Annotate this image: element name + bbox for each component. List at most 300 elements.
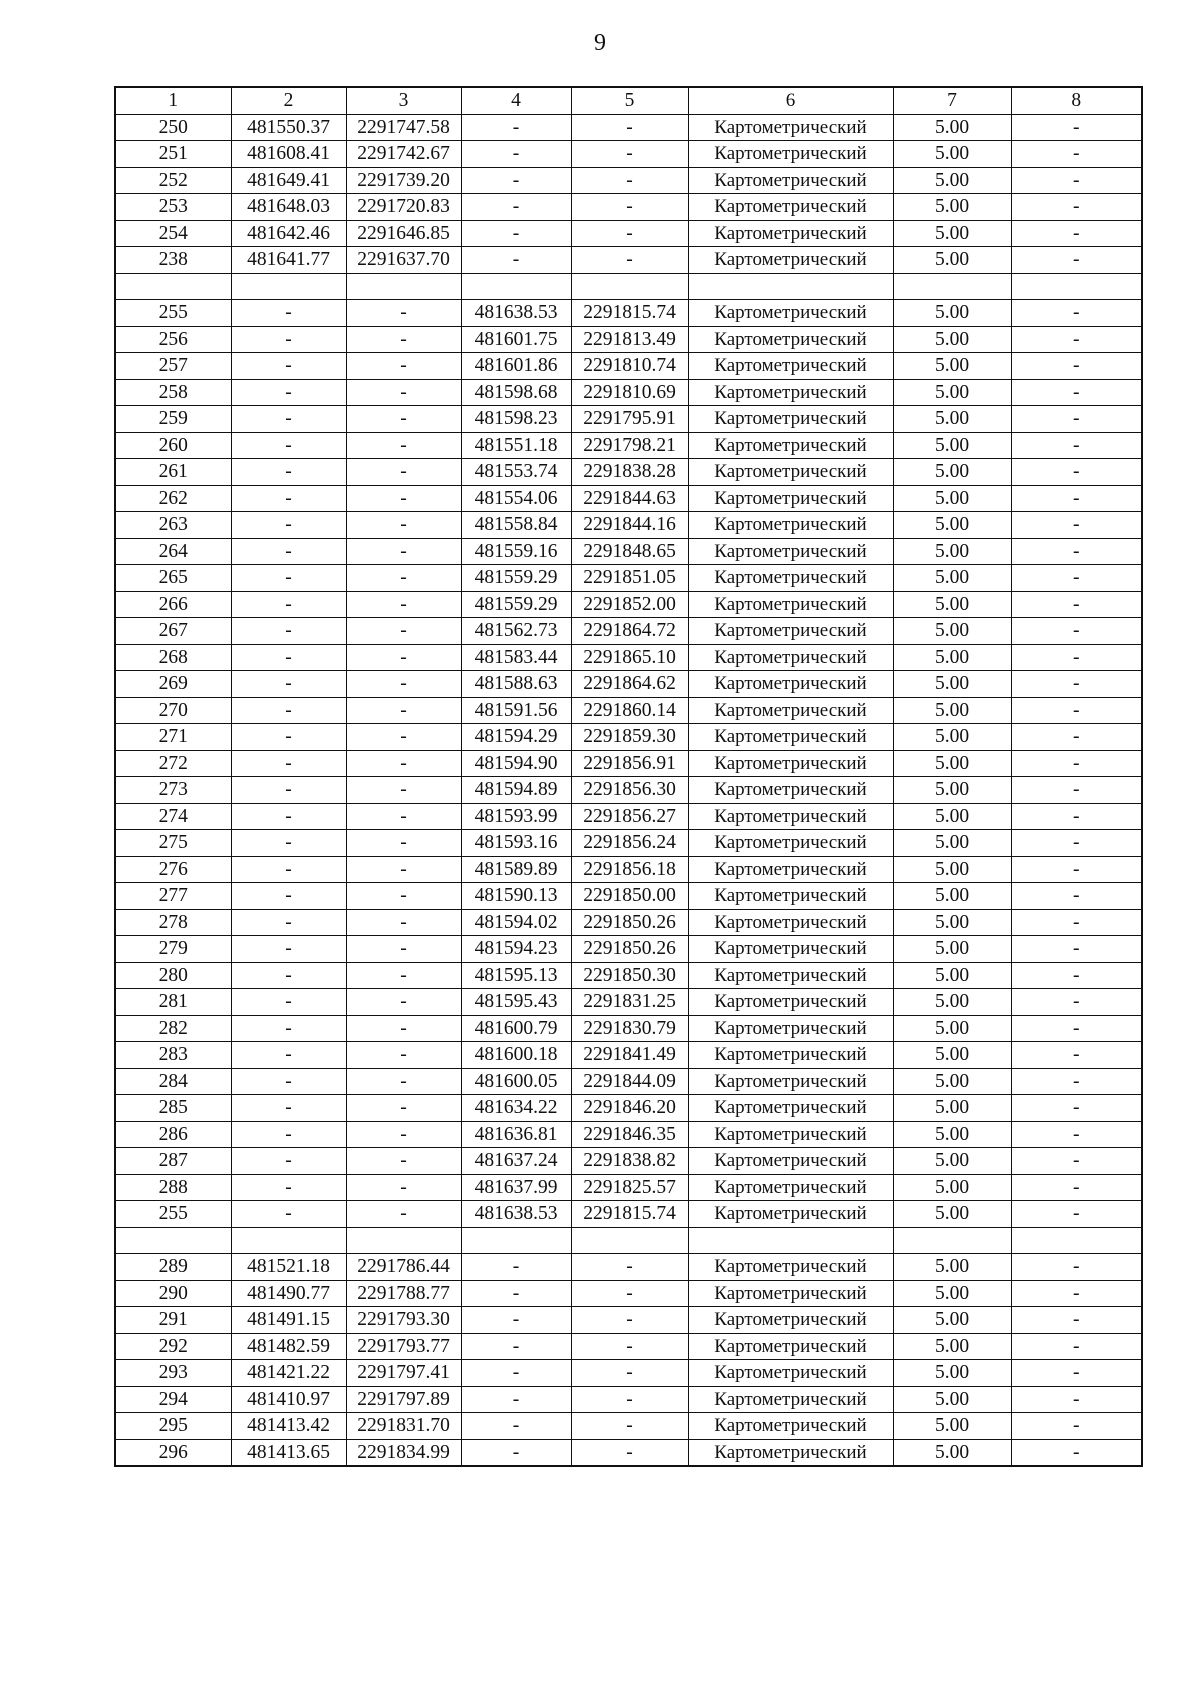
x-new-cell: 481593.99 — [461, 803, 571, 830]
table-row — [115, 512, 1142, 539]
point-number-cell: 294 — [115, 1386, 231, 1413]
y-existing-cell: - — [346, 989, 461, 1016]
x-existing-cell: - — [231, 300, 346, 327]
x-existing-cell: - — [231, 432, 346, 459]
method-cell: Картометрический — [688, 538, 893, 565]
table-row — [115, 777, 1142, 804]
method-cell: Картометрический — [688, 1280, 893, 1307]
table-row — [115, 406, 1142, 433]
x-existing-cell: 481521.18 — [231, 1254, 346, 1281]
method-cell: 6 — [688, 87, 893, 114]
y-existing-cell: 2291747.58 — [346, 114, 461, 141]
x-existing-cell: 481641.77 — [231, 247, 346, 274]
y-new-cell: - — [571, 1254, 688, 1281]
x-existing-cell: 481490.77 — [231, 1280, 346, 1307]
accuracy-cell: 5.00 — [893, 379, 1011, 406]
x-new-cell: - — [461, 1439, 571, 1466]
x-new-cell — [461, 1227, 571, 1254]
accuracy-cell: 5.00 — [893, 1413, 1011, 1440]
point-number-cell: 276 — [115, 856, 231, 883]
table-row — [115, 1280, 1142, 1307]
method-cell: Картометрический — [688, 989, 893, 1016]
column-8-cell: - — [1011, 1439, 1142, 1466]
method-cell: Картометрический — [688, 167, 893, 194]
accuracy-cell: 5.00 — [893, 1280, 1011, 1307]
point-number-cell: 266 — [115, 591, 231, 618]
x-new-cell: 4 — [461, 87, 571, 114]
y-new-cell: 2291848.65 — [571, 538, 688, 565]
x-new-cell: 481638.53 — [461, 300, 571, 327]
y-new-cell: - — [571, 167, 688, 194]
accuracy-cell: 5.00 — [893, 618, 1011, 645]
point-number-cell: 288 — [115, 1174, 231, 1201]
accuracy-cell: 5.00 — [893, 671, 1011, 698]
y-existing-cell: - — [346, 512, 461, 539]
column-8-cell: - — [1011, 856, 1142, 883]
table-row — [115, 167, 1142, 194]
column-8-cell: - — [1011, 750, 1142, 777]
y-new-cell: - — [571, 1386, 688, 1413]
y-existing-cell — [346, 273, 461, 300]
point-number-cell: 250 — [115, 114, 231, 141]
x-existing-cell: - — [231, 1095, 346, 1122]
point-number-cell: 280 — [115, 962, 231, 989]
method-cell: Картометрический — [688, 909, 893, 936]
column-8-cell: 8 — [1011, 87, 1142, 114]
column-8-cell: - — [1011, 565, 1142, 592]
y-new-cell: 2291850.30 — [571, 962, 688, 989]
table-row — [115, 1068, 1142, 1095]
x-existing-cell: 481649.41 — [231, 167, 346, 194]
y-existing-cell: 2291793.30 — [346, 1307, 461, 1334]
method-cell: Картометрический — [688, 962, 893, 989]
column-8-cell: - — [1011, 1201, 1142, 1228]
method-cell: Картометрический — [688, 353, 893, 380]
y-new-cell: - — [571, 1280, 688, 1307]
y-existing-cell: - — [346, 803, 461, 830]
y-new-cell: - — [571, 220, 688, 247]
point-number-cell: 260 — [115, 432, 231, 459]
x-new-cell: 481636.81 — [461, 1121, 571, 1148]
method-cell: Картометрический — [688, 697, 893, 724]
accuracy-cell: 5.00 — [893, 856, 1011, 883]
table-row — [115, 1307, 1142, 1334]
x-existing-cell: - — [231, 1042, 346, 1069]
y-existing-cell: - — [346, 1068, 461, 1095]
table-row — [115, 459, 1142, 486]
column-8-cell: - — [1011, 1413, 1142, 1440]
x-new-cell: 481637.24 — [461, 1148, 571, 1175]
point-number-cell: 255 — [115, 300, 231, 327]
accuracy-cell: 7 — [893, 87, 1011, 114]
x-new-cell: 481588.63 — [461, 671, 571, 698]
x-new-cell: 481638.53 — [461, 1201, 571, 1228]
y-existing-cell: - — [346, 644, 461, 671]
x-existing-cell: - — [231, 856, 346, 883]
y-new-cell: 2291810.74 — [571, 353, 688, 380]
column-8-cell: - — [1011, 644, 1142, 671]
x-new-cell: 481559.29 — [461, 565, 571, 592]
y-existing-cell: - — [346, 1201, 461, 1228]
point-number-cell — [115, 1227, 231, 1254]
x-existing-cell: - — [231, 909, 346, 936]
table-row — [115, 379, 1142, 406]
y-existing-cell: 2291788.77 — [346, 1280, 461, 1307]
column-8-cell: - — [1011, 220, 1142, 247]
method-cell: Картометрический — [688, 1148, 893, 1175]
table-row — [115, 883, 1142, 910]
y-new-cell: - — [571, 1439, 688, 1466]
point-number-cell: 283 — [115, 1042, 231, 1069]
method-cell: Картометрический — [688, 512, 893, 539]
column-8-cell: - — [1011, 167, 1142, 194]
y-new-cell: 2291865.10 — [571, 644, 688, 671]
x-new-cell: 481598.23 — [461, 406, 571, 433]
column-8-cell: - — [1011, 406, 1142, 433]
accuracy-cell: 5.00 — [893, 1254, 1011, 1281]
y-new-cell — [571, 1227, 688, 1254]
column-8-cell: - — [1011, 1068, 1142, 1095]
method-cell: Картометрический — [688, 1121, 893, 1148]
y-existing-cell: - — [346, 936, 461, 963]
method-cell: Картометрический — [688, 114, 893, 141]
x-new-cell: 481601.86 — [461, 353, 571, 380]
point-number-cell: 279 — [115, 936, 231, 963]
table-row — [115, 432, 1142, 459]
y-existing-cell: - — [346, 671, 461, 698]
y-existing-cell: - — [346, 697, 461, 724]
accuracy-cell: 5.00 — [893, 803, 1011, 830]
point-number-cell: 257 — [115, 353, 231, 380]
point-number-cell: 265 — [115, 565, 231, 592]
point-number-cell: 285 — [115, 1095, 231, 1122]
y-new-cell: 2291852.00 — [571, 591, 688, 618]
column-8-cell: - — [1011, 777, 1142, 804]
column-8-cell: - — [1011, 538, 1142, 565]
y-existing-cell: - — [346, 883, 461, 910]
x-existing-cell — [231, 273, 346, 300]
x-new-cell: - — [461, 247, 571, 274]
accuracy-cell: 5.00 — [893, 194, 1011, 221]
x-existing-cell: - — [231, 697, 346, 724]
column-8-cell — [1011, 1227, 1142, 1254]
y-new-cell: 2291846.20 — [571, 1095, 688, 1122]
x-existing-cell: - — [231, 353, 346, 380]
y-new-cell: 2291798.21 — [571, 432, 688, 459]
point-number-cell: 290 — [115, 1280, 231, 1307]
x-new-cell: - — [461, 1254, 571, 1281]
x-new-cell: 481559.16 — [461, 538, 571, 565]
column-8-cell: - — [1011, 353, 1142, 380]
y-existing-cell: - — [346, 565, 461, 592]
column-8-cell: - — [1011, 1360, 1142, 1387]
point-number-cell: 262 — [115, 485, 231, 512]
point-number-cell: 291 — [115, 1307, 231, 1334]
x-existing-cell: 481491.15 — [231, 1307, 346, 1334]
point-number-cell: 273 — [115, 777, 231, 804]
method-cell: Картометрический — [688, 618, 893, 645]
method-cell — [688, 273, 893, 300]
x-existing-cell: - — [231, 989, 346, 1016]
y-new-cell: 2291860.14 — [571, 697, 688, 724]
y-new-cell: - — [571, 1307, 688, 1334]
accuracy-cell: 5.00 — [893, 1068, 1011, 1095]
y-existing-cell: 2291793.77 — [346, 1333, 461, 1360]
method-cell: Картометрический — [688, 1174, 893, 1201]
x-new-cell: 481594.90 — [461, 750, 571, 777]
point-number-cell: 267 — [115, 618, 231, 645]
y-new-cell: 2291850.26 — [571, 936, 688, 963]
y-existing-cell: 2291786.44 — [346, 1254, 461, 1281]
column-8-cell: - — [1011, 989, 1142, 1016]
table-row — [115, 697, 1142, 724]
point-number-cell: 293 — [115, 1360, 231, 1387]
column-8-cell: - — [1011, 909, 1142, 936]
table-row — [115, 1201, 1142, 1228]
x-new-cell: 481601.75 — [461, 326, 571, 353]
x-existing-cell: 481648.03 — [231, 194, 346, 221]
y-new-cell: 2291846.35 — [571, 1121, 688, 1148]
x-new-cell: - — [461, 1413, 571, 1440]
column-8-cell: - — [1011, 379, 1142, 406]
x-existing-cell: - — [231, 671, 346, 698]
y-existing-cell — [346, 1227, 461, 1254]
x-new-cell: 481590.13 — [461, 883, 571, 910]
x-existing-cell: - — [231, 1015, 346, 1042]
accuracy-cell: 5.00 — [893, 565, 1011, 592]
accuracy-cell: 5.00 — [893, 936, 1011, 963]
column-8-cell: - — [1011, 1333, 1142, 1360]
method-cell: Картометрический — [688, 432, 893, 459]
table-row — [115, 1042, 1142, 1069]
method-cell: Картометрический — [688, 1413, 893, 1440]
point-number-cell: 252 — [115, 167, 231, 194]
accuracy-cell: 5.00 — [893, 1121, 1011, 1148]
point-number-cell: 295 — [115, 1413, 231, 1440]
accuracy-cell: 5.00 — [893, 114, 1011, 141]
y-existing-cell: - — [346, 618, 461, 645]
point-number-cell: 281 — [115, 989, 231, 1016]
x-new-cell: - — [461, 220, 571, 247]
y-existing-cell: - — [346, 856, 461, 883]
accuracy-cell: 5.00 — [893, 538, 1011, 565]
x-new-cell: 481600.05 — [461, 1068, 571, 1095]
table-row — [115, 671, 1142, 698]
method-cell: Картометрический — [688, 220, 893, 247]
point-number-cell: 284 — [115, 1068, 231, 1095]
method-cell: Картометрический — [688, 1042, 893, 1069]
table-row — [115, 1015, 1142, 1042]
accuracy-cell: 5.00 — [893, 485, 1011, 512]
y-new-cell: 2291813.49 — [571, 326, 688, 353]
y-existing-cell: 2291637.70 — [346, 247, 461, 274]
method-cell: Картометрический — [688, 1254, 893, 1281]
table-row — [115, 1148, 1142, 1175]
y-new-cell: 2291859.30 — [571, 724, 688, 751]
accuracy-cell: 5.00 — [893, 750, 1011, 777]
column-8-cell: - — [1011, 1386, 1142, 1413]
point-number-cell: 286 — [115, 1121, 231, 1148]
x-existing-cell: - — [231, 379, 346, 406]
point-number-cell: 287 — [115, 1148, 231, 1175]
table-row — [115, 1095, 1142, 1122]
table-row — [115, 485, 1142, 512]
method-cell: Картометрический — [688, 1439, 893, 1466]
column-8-cell: - — [1011, 1254, 1142, 1281]
y-new-cell: 2291830.79 — [571, 1015, 688, 1042]
y-existing-cell: - — [346, 962, 461, 989]
point-number-cell: 272 — [115, 750, 231, 777]
accuracy-cell: 5.00 — [893, 989, 1011, 1016]
accuracy-cell: 5.00 — [893, 591, 1011, 618]
x-existing-cell: 481410.97 — [231, 1386, 346, 1413]
column-8-cell: - — [1011, 883, 1142, 910]
accuracy-cell: 5.00 — [893, 220, 1011, 247]
y-new-cell: 2291815.74 — [571, 1201, 688, 1228]
y-existing-cell: - — [346, 1042, 461, 1069]
table-row — [115, 618, 1142, 645]
x-existing-cell: - — [231, 485, 346, 512]
accuracy-cell: 5.00 — [893, 1174, 1011, 1201]
accuracy-cell: 5.00 — [893, 1386, 1011, 1413]
column-8-cell: - — [1011, 618, 1142, 645]
y-existing-cell: 2291797.41 — [346, 1360, 461, 1387]
table-row — [115, 114, 1142, 141]
y-existing-cell: 2291742.67 — [346, 141, 461, 168]
y-new-cell: 2291844.16 — [571, 512, 688, 539]
x-new-cell: 481551.18 — [461, 432, 571, 459]
accuracy-cell: 5.00 — [893, 909, 1011, 936]
x-existing-cell: - — [231, 936, 346, 963]
x-existing-cell: 481642.46 — [231, 220, 346, 247]
accuracy-cell: 5.00 — [893, 1360, 1011, 1387]
x-new-cell: 481562.73 — [461, 618, 571, 645]
accuracy-cell: 5.00 — [893, 830, 1011, 857]
accuracy-cell: 5.00 — [893, 167, 1011, 194]
accuracy-cell — [893, 273, 1011, 300]
method-cell: Картометрический — [688, 777, 893, 804]
table-body — [115, 87, 1142, 1466]
point-number-cell: 292 — [115, 1333, 231, 1360]
y-new-cell: 2291844.63 — [571, 485, 688, 512]
x-existing-cell: - — [231, 777, 346, 804]
y-new-cell: - — [571, 247, 688, 274]
x-new-cell: 481589.89 — [461, 856, 571, 883]
column-8-cell: - — [1011, 830, 1142, 857]
point-number-cell: 255 — [115, 1201, 231, 1228]
table-row — [115, 141, 1142, 168]
y-existing-cell: - — [346, 724, 461, 751]
accuracy-cell: 5.00 — [893, 697, 1011, 724]
column-8-cell: - — [1011, 724, 1142, 751]
x-new-cell: 481583.44 — [461, 644, 571, 671]
accuracy-cell: 5.00 — [893, 1042, 1011, 1069]
accuracy-cell: 5.00 — [893, 512, 1011, 539]
column-8-cell: - — [1011, 432, 1142, 459]
y-existing-cell: - — [346, 830, 461, 857]
x-existing-cell: - — [231, 724, 346, 751]
method-cell: Картометрический — [688, 671, 893, 698]
y-existing-cell: - — [346, 1148, 461, 1175]
y-new-cell: 2291844.09 — [571, 1068, 688, 1095]
accuracy-cell: 5.00 — [893, 724, 1011, 751]
y-existing-cell: - — [346, 379, 461, 406]
x-new-cell: 481559.29 — [461, 591, 571, 618]
x-existing-cell: - — [231, 962, 346, 989]
method-cell: Картометрический — [688, 1386, 893, 1413]
column-8-cell: - — [1011, 1095, 1142, 1122]
x-existing-cell — [231, 1227, 346, 1254]
x-existing-cell: - — [231, 512, 346, 539]
point-number-cell: 275 — [115, 830, 231, 857]
x-new-cell: 481600.18 — [461, 1042, 571, 1069]
table-row — [115, 1333, 1142, 1360]
x-new-cell: 481634.22 — [461, 1095, 571, 1122]
x-new-cell: - — [461, 1280, 571, 1307]
point-number-cell: 253 — [115, 194, 231, 221]
method-cell: Картометрический — [688, 724, 893, 751]
accuracy-cell: 5.00 — [893, 1015, 1011, 1042]
method-cell: Картометрический — [688, 1015, 893, 1042]
column-8-cell: - — [1011, 1121, 1142, 1148]
y-new-cell: 2291841.49 — [571, 1042, 688, 1069]
x-new-cell: 481598.68 — [461, 379, 571, 406]
point-number-cell: 270 — [115, 697, 231, 724]
x-new-cell: - — [461, 1333, 571, 1360]
method-cell — [688, 1227, 893, 1254]
x-new-cell: 481594.02 — [461, 909, 571, 936]
y-new-cell: 2291856.27 — [571, 803, 688, 830]
column-8-cell: - — [1011, 194, 1142, 221]
x-existing-cell: - — [231, 591, 346, 618]
y-existing-cell: 2291831.70 — [346, 1413, 461, 1440]
table-row — [115, 247, 1142, 274]
x-new-cell: 481637.99 — [461, 1174, 571, 1201]
x-new-cell: 481594.89 — [461, 777, 571, 804]
y-existing-cell: - — [346, 459, 461, 486]
y-new-cell: 2291850.00 — [571, 883, 688, 910]
accuracy-cell: 5.00 — [893, 432, 1011, 459]
column-8-cell: - — [1011, 114, 1142, 141]
x-existing-cell: - — [231, 1121, 346, 1148]
x-existing-cell: 481413.65 — [231, 1439, 346, 1466]
y-existing-cell: 3 — [346, 87, 461, 114]
method-cell: Картометрический — [688, 591, 893, 618]
accuracy-cell: 5.00 — [893, 1307, 1011, 1334]
x-new-cell: - — [461, 167, 571, 194]
accuracy-cell: 5.00 — [893, 459, 1011, 486]
method-cell: Картометрический — [688, 141, 893, 168]
accuracy-cell: 5.00 — [893, 883, 1011, 910]
point-number-cell: 289 — [115, 1254, 231, 1281]
accuracy-cell: 5.00 — [893, 141, 1011, 168]
method-cell: Картометрический — [688, 1095, 893, 1122]
table-row — [115, 591, 1142, 618]
x-existing-cell: 481413.42 — [231, 1413, 346, 1440]
x-existing-cell: - — [231, 830, 346, 857]
accuracy-cell: 5.00 — [893, 300, 1011, 327]
y-existing-cell: - — [346, 353, 461, 380]
y-new-cell: 5 — [571, 87, 688, 114]
point-number-cell: 259 — [115, 406, 231, 433]
y-new-cell: - — [571, 1413, 688, 1440]
table-row — [115, 353, 1142, 380]
y-existing-cell: - — [346, 1015, 461, 1042]
column-8-cell: - — [1011, 459, 1142, 486]
point-number-cell: 271 — [115, 724, 231, 751]
method-cell: Картометрический — [688, 936, 893, 963]
point-number-cell: 268 — [115, 644, 231, 671]
